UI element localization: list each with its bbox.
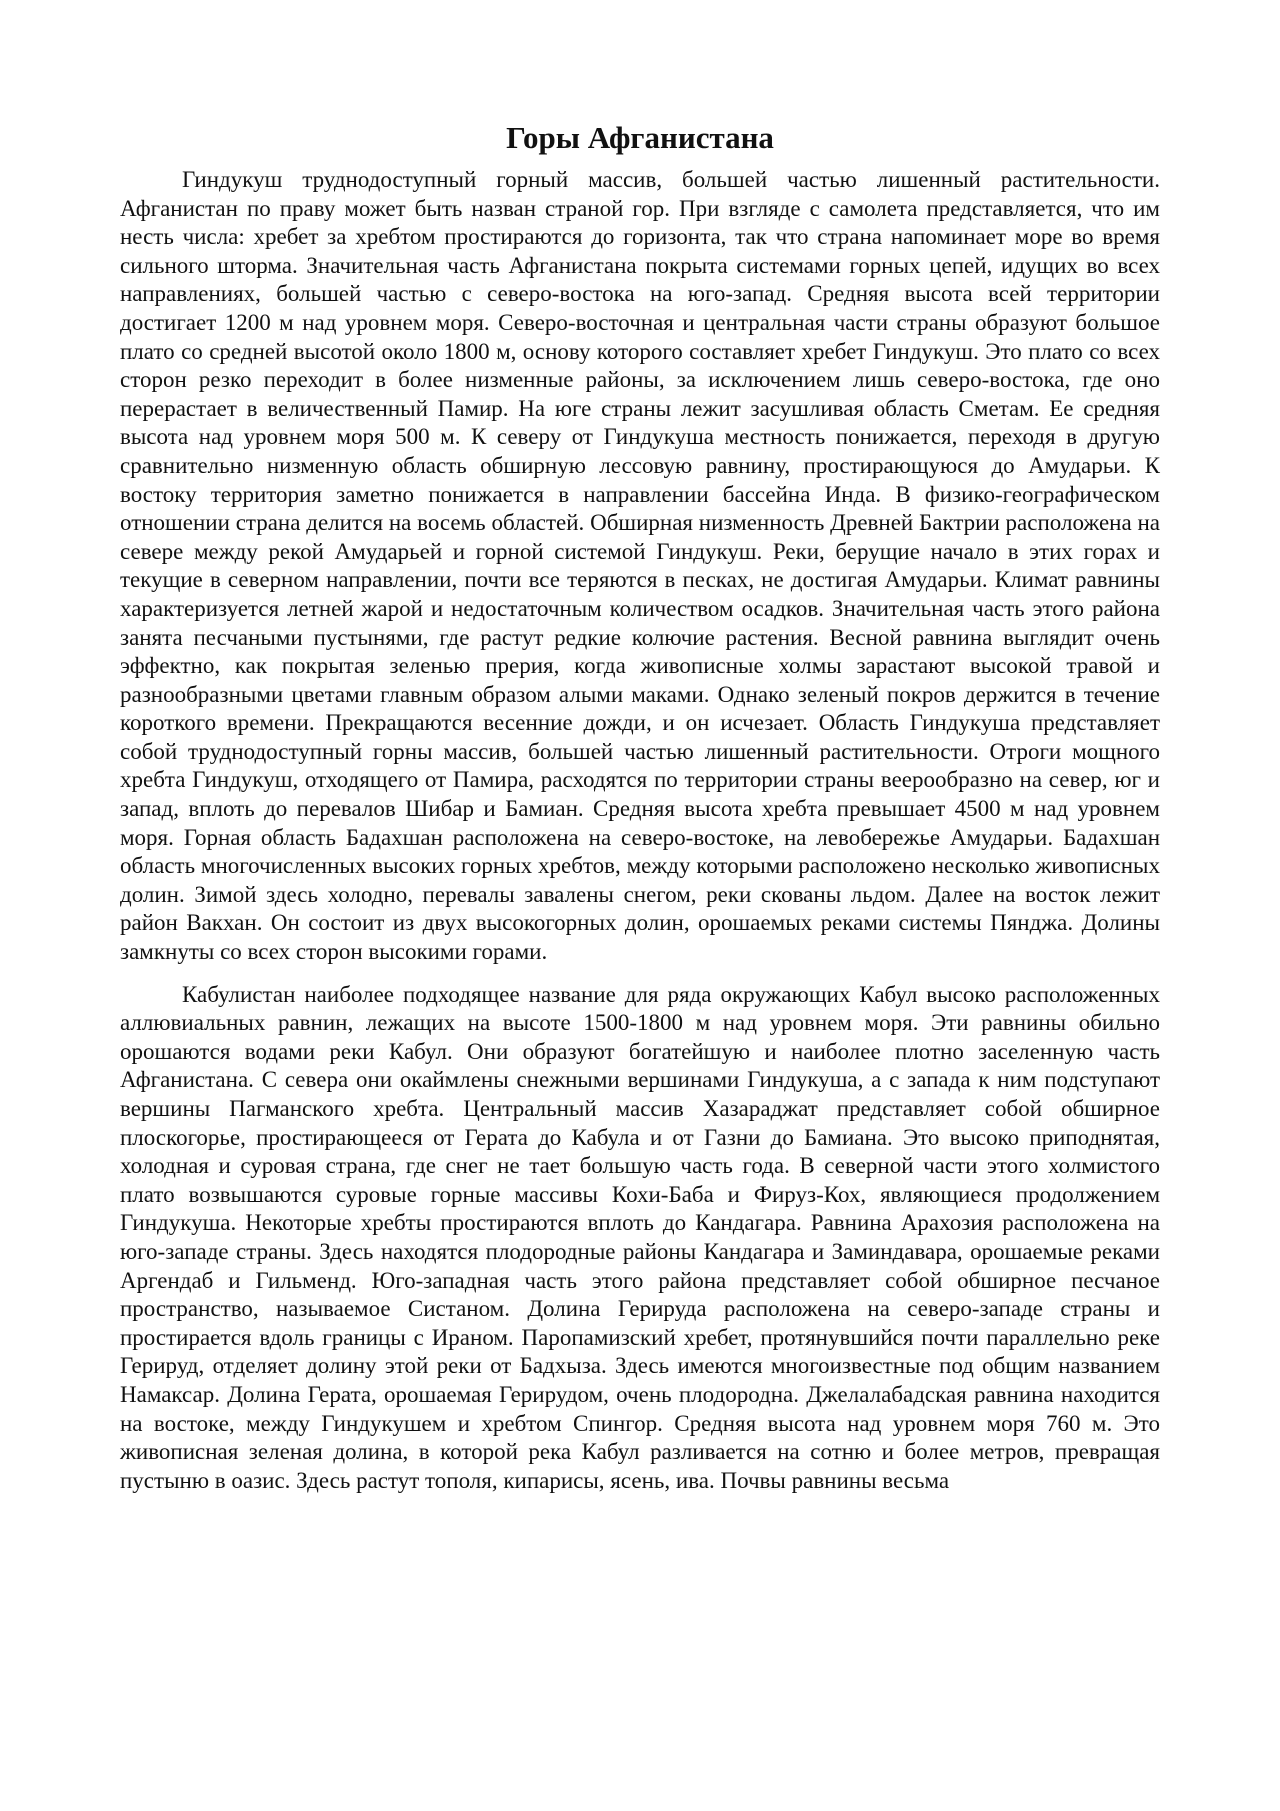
- paragraph-1: Гиндукуш труднодоступный горный массив, большей частью лишенный растительности. Афганистан по праву может быть назван страной гор. При взгляде с самолета представляется, что им несть числа: хребет за хребтом простираются до горизонта, так что страна напоминает море во время сильного шторма. Значительная часть Афганистана покрыта системами горных цепей, идущих во всех направлениях, большей частью с северо-востока на юго-запад. Средняя высота всей территории достигает 1200 м над уровнем моря. Северо-восточная и центральная части страны образуют большое плато со средней высотой около 1800 м, основу которого составляет хребет Гиндукуш. Это плато со всех сторон резко переходит в более низменные районы, за исключением лишь северо-востока, где оно перерастает в величественный Памир. На юге страны лежит засушливая область Сметам. Ее средняя высота над уровнем моря 500 м. К северу от Гиндукуша местность понижается, переходя в другую сравнительно низменную область обширную лессовую равнину, простирающуюся до Амударьи. К востоку территория заметно понижается в направлении бассейна Инда. В физико-географическом отношении страна делится на восемь областей. Обширная низменность Древней Бактрии расположена на севере между рекой Амударьей и горной системой Гиндукуш. Реки, берущие начало в этих горах и текущие в северном направлении, почти все теряются в песках, не достигая Амударьи. Климат равнины характеризуется летней жарой и недостаточным количеством осадков. Значительная часть этого района занята песчаными пустынями, где растут редкие колючие растения. Весной равнина выглядит очень эффектно, как покрытая зеленью прерия, когда живописные холмы зарастают высокой травой и разнообразными цветами главным образом алыми маками. Однако зеленый покров держится в течение короткого времени. Прекращаются весенние дожди, и он исчезает. Область Гиндукуша представляет собой труднодоступный горны массив, большей частью лишенный растительности. Отроги мощного хребта Гиндукуш, отходящего от Памира, расходятся по территории страны веерообразно на север, юг и запад, вплоть до перевалов Шибар и Бамиан. Средняя высота хребта превышает 4500 м над уровнем моря. Горная область Бадахшан расположена на северо-востоке, на левобережье Амударьи. Бадахшан область многочисленных высоких горных хребтов, между которыми расположено несколько живописных долин. Зимой здесь холодно, перевалы завалены снегом, реки скованы льдом. Далее на восток лежит район Вакхан. Он состоит из двух высокогорных долин, орошаемых реками системы Пянджа. Долины замкнуты со всех сторон высокими горами.: [120, 167, 1160, 965]
- paragraph-2: Кабулистан наиболее подходящее название для ряда окружающих Кабул высоко расположенных аллювиальных равнин, лежащих на высоте 1500-1800 м над уровнем моря. Эти равнины обильно орошаются водами реки Кабул. Они образуют богатейшую и наиболее плотно заселенную часть Афганистана. С севера они окаймлены снежными вершинами Гиндукуша, а с запада к ним подступают вершины Пагманского хребта. Центральный массив Хазараджат представляет собой обширное плоскогорье, простирающееся от Герата до Кабула и от Газни до Бамиана. Это высоко приподнятая, холодная и суровая страна, где снег не тает большую часть года. В северной части этого холмистого плато возвышаются суровые горные массивы Кохи-Баба и Фируз-Кох, являющиеся продолжением Гиндукуша. Некоторые хребты простираются вплоть до Кандагара. Равнина Арахозия расположена на юго-западе страны. Здесь находятся плодородные районы Кандагара и Заминдавара, орошаемые реками Аргендаб и Гильменд. Юго-западная часть этого района представляет собой обширное песчаное пространство, называемое Систаном. Долина Герируда расположена на северо-западе страны и простирается вдоль границы с Ираном. Паропамизский хребет, протянувшийся почти параллельно реке Герируд, отделяет долину этой реки от Бадхыза. Здесь имеются многоизвестные под общим названием Намаксар. Долина Герата, орошаемая Герирудом, очень плодородна. Джелалабадская равнина находится на востоке, между Гиндукушем и хребтом Спингор. Средняя высота над уровнем моря 760 м. Это живописная зеленая долина, в которой река Кабул разливается на сотню и более метров, превращая пустыню в оазис. Здесь растут тополя, кипарисы, ясень, ива. Почвы равнины весьма: [120, 981, 1160, 1493]
- page-title: Горы Афганистана: [506, 120, 774, 155]
- document-page: [120, 118, 1160, 1495]
